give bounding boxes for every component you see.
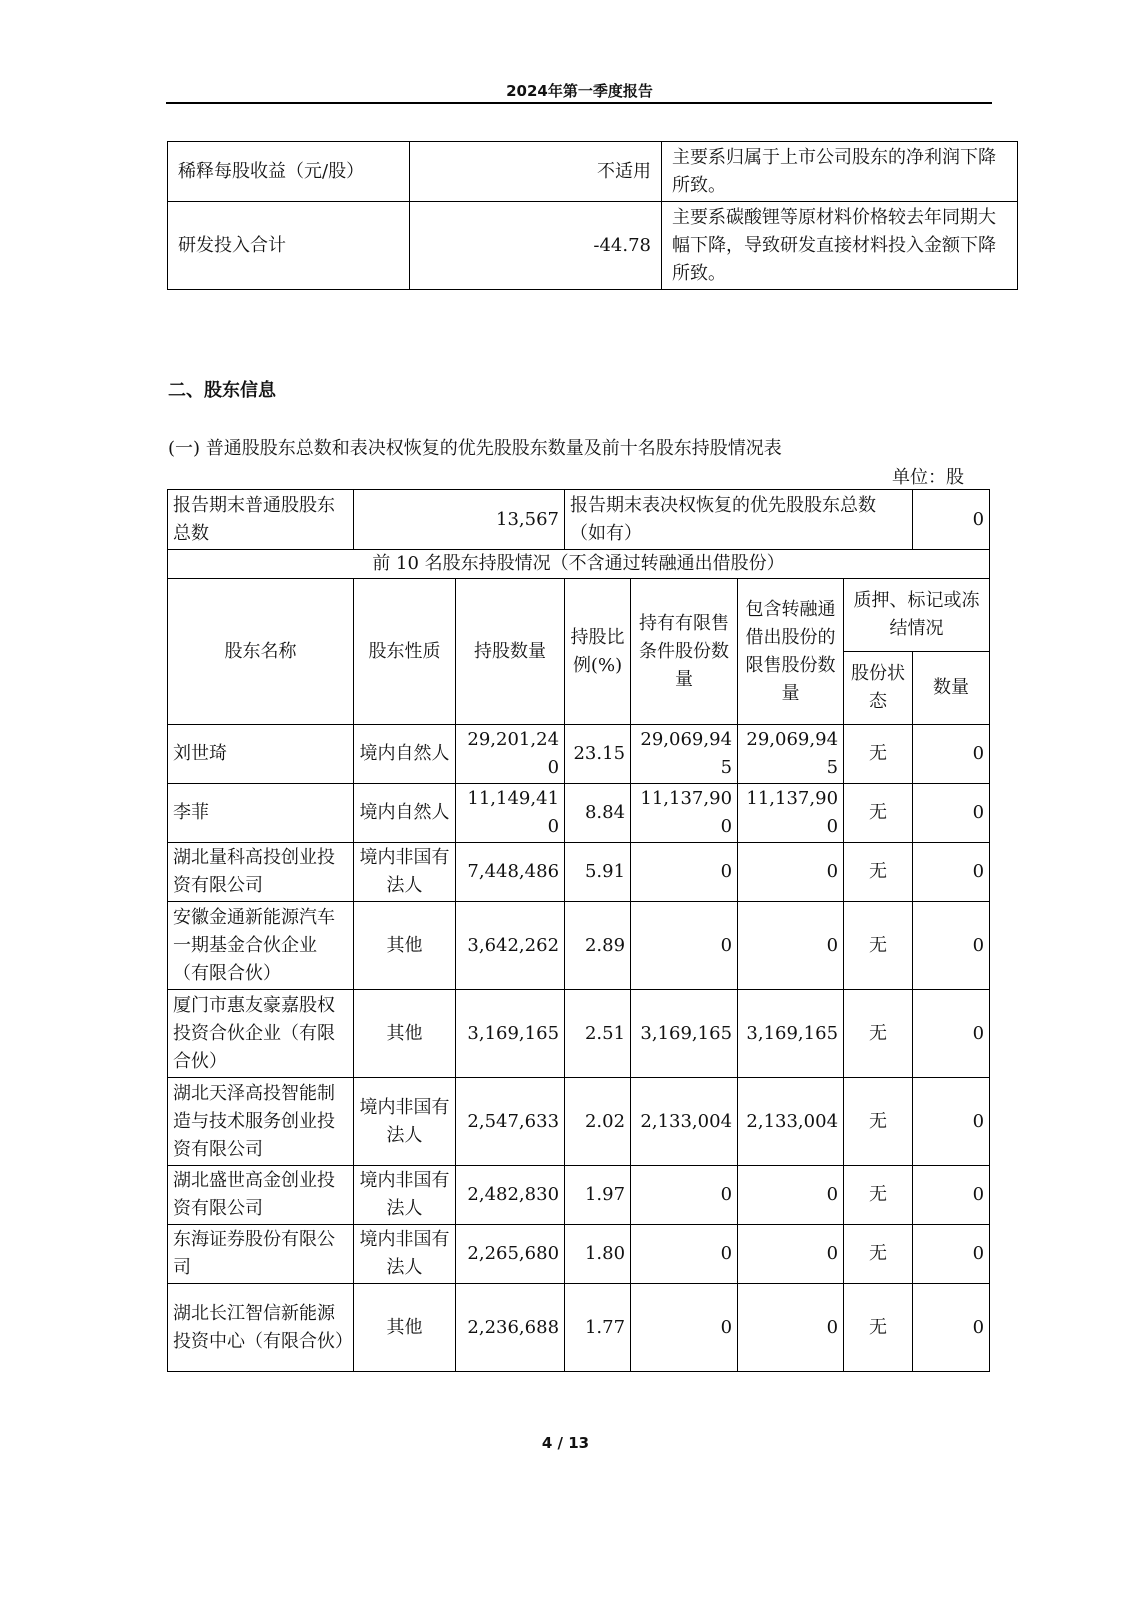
holder-nature: 境内非国有法人 <box>354 1078 456 1166</box>
reason-cell: 主要系碳酸锂等原材料价格较去年同期大幅下降，导致研发直接材料投入金额下降所致。 <box>662 202 1018 290</box>
header-qty: 数量 <box>913 652 990 725</box>
holder-nature: 其他 <box>354 1284 456 1372</box>
holder-qty: 0 <box>913 902 990 990</box>
header-restricted: 持有有限售条件股份数量 <box>631 579 738 725</box>
holder-ratio: 2.89 <box>565 902 631 990</box>
holder-shares: 3,642,262 <box>456 902 565 990</box>
table-row <box>168 784 990 843</box>
summary-row <box>168 490 990 550</box>
holder-lent: 3,169,165 <box>738 990 844 1078</box>
holder-qty: 0 <box>913 1166 990 1225</box>
header-status: 股份状态 <box>844 652 913 725</box>
holder-lent: 0 <box>738 1166 844 1225</box>
holder-shares: 2,482,830 <box>456 1166 565 1225</box>
holder-ratio: 2.02 <box>565 1078 631 1166</box>
holder-nature: 境内自然人 <box>354 725 456 784</box>
table-row <box>168 1225 990 1284</box>
holder-restricted: 0 <box>631 902 738 990</box>
holder-name: 湖北长江智信新能源投资中心（有限合伙） <box>168 1284 354 1372</box>
holder-status: 无 <box>844 725 913 784</box>
header-ratio: 持股比例(%) <box>565 579 631 725</box>
holder-shares: 7,448,486 <box>456 843 565 902</box>
preferred-holders-value: 0 <box>913 490 990 550</box>
holder-qty: 0 <box>913 843 990 902</box>
header-nature: 股东性质 <box>354 579 456 725</box>
holder-shares: 3,169,165 <box>456 990 565 1078</box>
holder-nature: 境内自然人 <box>354 784 456 843</box>
holder-ratio: 23.15 <box>565 725 631 784</box>
table-row <box>168 1166 990 1225</box>
header-pledge: 质押、标记或冻结情况 <box>844 579 990 652</box>
holder-nature: 境内非国有法人 <box>354 1225 456 1284</box>
holder-name: 刘世琦 <box>168 725 354 784</box>
holder-lent: 0 <box>738 902 844 990</box>
holder-status: 无 <box>844 902 913 990</box>
value-cell: -44.78 <box>410 202 662 290</box>
holder-status: 无 <box>844 990 913 1078</box>
subsection-title: (一) 普通股股东总数和表决权恢复的优先股股东数量及前十名股东持股情况表 <box>168 438 782 459</box>
holder-status: 无 <box>844 1078 913 1166</box>
unit-label: 单位：股 <box>892 467 964 488</box>
holder-restricted: 0 <box>631 1284 738 1372</box>
holder-qty: 0 <box>913 1225 990 1284</box>
holder-shares: 29,201,240 <box>456 725 565 784</box>
holder-lent: 0 <box>738 843 844 902</box>
holder-ratio: 8.84 <box>565 784 631 843</box>
holder-ratio: 5.91 <box>565 843 631 902</box>
holder-qty: 0 <box>913 1284 990 1372</box>
preferred-holders-label: 报告期末表决权恢复的优先股股东总数（如有） <box>565 490 913 550</box>
holder-qty: 0 <box>913 725 990 784</box>
item-cell: 稀释每股收益（元/股） <box>168 142 410 202</box>
table-row <box>168 725 990 784</box>
holder-ratio: 1.77 <box>565 1284 631 1372</box>
holder-status: 无 <box>844 843 913 902</box>
holder-restricted: 0 <box>631 843 738 902</box>
holder-status: 无 <box>844 1284 913 1372</box>
holder-nature: 其他 <box>354 902 456 990</box>
holder-restricted: 0 <box>631 1225 738 1284</box>
page-header-title: 2024年第一季度报告 <box>506 82 653 100</box>
holder-lent: 29,069,945 <box>738 725 844 784</box>
holder-status: 无 <box>844 1225 913 1284</box>
top10-caption: 前 10 名股东持股情况（不含通过转融通出借股份） <box>168 550 990 579</box>
holder-name: 厦门市惠友豪嘉股权投资合伙企业（有限合伙） <box>168 990 354 1078</box>
holder-ratio: 1.80 <box>565 1225 631 1284</box>
holder-name: 湖北盛世高金创业投资有限公司 <box>168 1166 354 1225</box>
caption-row <box>168 550 990 579</box>
holder-shares: 2,265,680 <box>456 1225 565 1284</box>
header-lent: 包含转融通借出股份的限售股份数量 <box>738 579 844 725</box>
holder-lent: 0 <box>738 1284 844 1372</box>
total-holders-label: 报告期末普通股股东总数 <box>168 490 354 550</box>
section-title: 二、股东信息 <box>168 380 276 401</box>
table-row <box>168 990 990 1078</box>
table-row <box>168 902 990 990</box>
holder-status: 无 <box>844 784 913 843</box>
holder-qty: 0 <box>913 1078 990 1166</box>
holder-ratio: 2.51 <box>565 990 631 1078</box>
header-shares: 持股数量 <box>456 579 565 725</box>
header-row <box>168 579 990 652</box>
holder-nature: 境内非国有法人 <box>354 1166 456 1225</box>
holder-lent: 0 <box>738 1225 844 1284</box>
holder-name: 湖北量科高投创业投资有限公司 <box>168 843 354 902</box>
holder-name: 东海证券股份有限公司 <box>168 1225 354 1284</box>
table-row <box>168 202 1018 290</box>
holder-shares: 11,149,410 <box>456 784 565 843</box>
page-number: 4 / 13 <box>541 1434 590 1452</box>
holder-name: 安徽金通新能源汽车一期基金合伙企业（有限合伙） <box>168 902 354 990</box>
holder-name: 湖北天泽高投智能制造与技术服务创业投资有限公司 <box>168 1078 354 1166</box>
holder-restricted: 3,169,165 <box>631 990 738 1078</box>
holder-ratio: 1.97 <box>565 1166 631 1225</box>
holder-shares: 2,547,633 <box>456 1078 565 1166</box>
table-row <box>168 843 990 902</box>
item-cell: 研发投入合计 <box>168 202 410 290</box>
holder-restricted: 11,137,900 <box>631 784 738 843</box>
value-cell: 不适用 <box>410 142 662 202</box>
table-row <box>168 142 1018 202</box>
holder-lent: 2,133,004 <box>738 1078 844 1166</box>
header-rule <box>166 102 992 104</box>
holder-name: 李菲 <box>168 784 354 843</box>
holder-lent: 11,137,900 <box>738 784 844 843</box>
holder-qty: 0 <box>913 990 990 1078</box>
holder-status: 无 <box>844 1166 913 1225</box>
shareholder-table <box>167 489 990 1372</box>
holder-nature: 其他 <box>354 990 456 1078</box>
holder-restricted: 29,069,945 <box>631 725 738 784</box>
header-name: 股东名称 <box>168 579 354 725</box>
holder-qty: 0 <box>913 784 990 843</box>
holder-restricted: 0 <box>631 1166 738 1225</box>
holder-restricted: 2,133,004 <box>631 1078 738 1166</box>
table-row <box>168 1078 990 1166</box>
holder-nature: 境内非国有法人 <box>354 843 456 902</box>
reason-cell: 主要系归属于上市公司股东的净利润下降所致。 <box>662 142 1018 202</box>
total-holders-value: 13,567 <box>354 490 565 550</box>
holder-shares: 2,236,688 <box>456 1284 565 1372</box>
financial-change-table <box>167 141 1018 290</box>
table-row <box>168 1284 990 1372</box>
